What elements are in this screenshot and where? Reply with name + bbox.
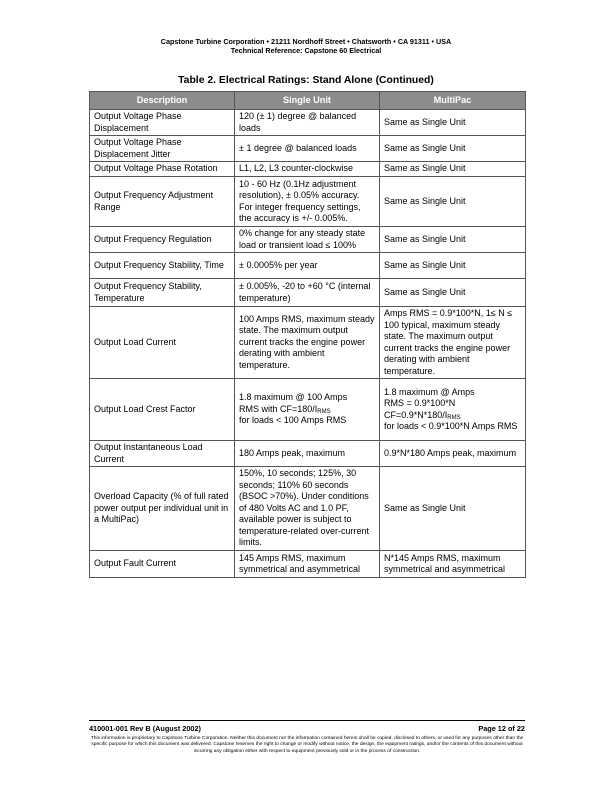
crest-line	[384, 410, 521, 422]
single-unit-cell: ± 0.005%, -20 to +60 °C (internal temperature)	[235, 279, 380, 307]
header-reference-line: Technical Reference: Capstone 60 Electrical	[230, 46, 382, 55]
multipac-cell: 0.9*N*180 Amps peak, maximum	[380, 441, 526, 467]
single-unit-cell: 100 Amps RMS, maximum steady state. The maximum output current tracks the engine power derating with ambient temperature.	[235, 307, 380, 379]
description-cell: Output Voltage Phase Displacement	[90, 110, 235, 136]
table-row	[90, 467, 526, 551]
column-header-single-unit: Single Unit	[235, 92, 380, 110]
table-row	[90, 162, 526, 177]
description-cell: Output Fault Current	[90, 551, 235, 578]
disclaimer: This information is proprietary to Capstone Turbine Corporation. Neither this document nor the information contained herein shall be copied, disclosed to others, or used for any purposes other than the specific purpose for which this document was delivered. Capstone reserves the right to change or modify without notice, the design, the equipment ratings, and/or the contents of this document without incurring any obligation either with respect to equipment previously sold or in the process of construction.	[90, 736, 524, 754]
description-cell: Output Voltage Phase Rotation	[90, 162, 235, 177]
crest-formula: RMS with CF=180/I	[239, 403, 318, 414]
single-unit-cell: 145 Amps RMS, maximum symmetrical and asymmetrical	[235, 551, 380, 578]
single-unit-cell: ± 0.0005% per year	[235, 253, 380, 279]
single-unit-cell: 150%, 10 seconds; 125%, 30 seconds; 110% 60 seconds (BSOC >70%). Under conditions of 480 Volts AC and 1.0 PF, available power is subject to temperature-related over-current limits.	[235, 467, 380, 551]
description-cell: Output Frequency Stability, Time	[90, 253, 235, 279]
crest-line: 1.8 maximum @ Amps	[384, 386, 475, 397]
column-header-multipac: MultiPac	[380, 92, 526, 110]
table-row	[90, 110, 526, 136]
single-unit-cell: L1, L2, L3 counter-clockwise	[235, 162, 380, 177]
table-row	[90, 136, 526, 162]
description-cell: Output Frequency Adjustment Range	[90, 177, 235, 227]
table-row	[90, 551, 526, 578]
single-unit-cell: 10 - 60 Hz (0.1Hz adjustment resolution), ± 0.05% accuracy. For integer frequency settings, the accuracy is +/- 0.005%.	[235, 177, 380, 227]
crest-line: RMS = 0.9*100*N	[384, 398, 456, 408]
rms-subscript: RMS	[447, 414, 461, 421]
description-cell: Output Voltage Phase Displacement Jitter	[90, 136, 235, 162]
multipac-cell: Same as Single Unit	[380, 227, 526, 253]
description-cell: Output Load Crest Factor	[90, 379, 235, 441]
footer-divider	[89, 720, 525, 721]
multipac-cell: Same as Single Unit	[380, 177, 526, 227]
crest-line: 1.8 maximum @ 100 Amps	[239, 392, 348, 403]
table-row	[90, 177, 526, 227]
description-cell: Overload Capacity (% of full rated power output per individual unit in a MultiPac)	[90, 467, 235, 551]
table-row	[90, 379, 526, 441]
column-header-description: Description	[90, 92, 235, 110]
multipac-cell: Same as Single Unit	[380, 467, 526, 551]
table-row	[90, 227, 526, 253]
table-row	[90, 279, 526, 307]
multipac-cell: Same as Single Unit	[380, 162, 526, 177]
description-cell: Output Frequency Stability, Temperature	[90, 279, 235, 307]
page-number: Page 12 of 22	[478, 724, 525, 733]
table-row	[90, 441, 526, 467]
table-row	[90, 307, 526, 379]
multipac-cell: Same as Single Unit	[380, 136, 526, 162]
single-unit-cell: 180 Amps peak, maximum	[235, 441, 380, 467]
crest-line: for loads < 100 Amps RMS	[239, 415, 347, 426]
table-header-row	[90, 92, 526, 110]
single-unit-cell: 120 (± 1) degree @ balanced loads	[235, 110, 380, 136]
table-row	[90, 253, 526, 279]
document-id: 410001-001 Rev B (August 2002)	[89, 724, 201, 733]
single-unit-cell	[235, 379, 380, 441]
rms-subscript: RMS	[317, 408, 331, 415]
multipac-cell: Same as Single Unit	[380, 253, 526, 279]
multipac-cell	[380, 379, 526, 441]
multipac-cell: N*145 Amps RMS, maximum symmetrical and asymmetrical	[380, 551, 526, 578]
crest-line	[239, 404, 375, 416]
crest-line: for loads < 0.9*100*N Amps RMS	[384, 421, 518, 431]
description-cell: Output Frequency Regulation	[90, 227, 235, 253]
multipac-cell: Amps RMS = 0.9*100*N, 1≤ N ≤ 100 typical, maximum steady state. The maximum output current tracks the engine power derating with ambient temperature.	[380, 307, 526, 379]
electrical-ratings-table	[89, 91, 526, 578]
page-header	[0, 37, 612, 55]
multipac-cell: Same as Single Unit	[380, 110, 526, 136]
multipac-cell: Same as Single Unit	[380, 279, 526, 307]
description-cell: Output Load Current	[90, 307, 235, 379]
single-unit-cell: 0% change for any steady state load or transient load ≤ 100%	[235, 227, 380, 253]
description-cell: Output Instantaneous Load Current	[90, 441, 235, 467]
header-company-line: Capstone Turbine Corporation • 21211 Nordhoff Street • Chatsworth • CA 91311 • USA	[160, 37, 452, 46]
crest-formula: CF=0.9*N*180/I	[384, 409, 448, 420]
single-unit-cell: ± 1 degree @ balanced loads	[235, 136, 380, 162]
table-title: Table 2. Electrical Ratings: Stand Alone (Continued)	[178, 75, 434, 86]
